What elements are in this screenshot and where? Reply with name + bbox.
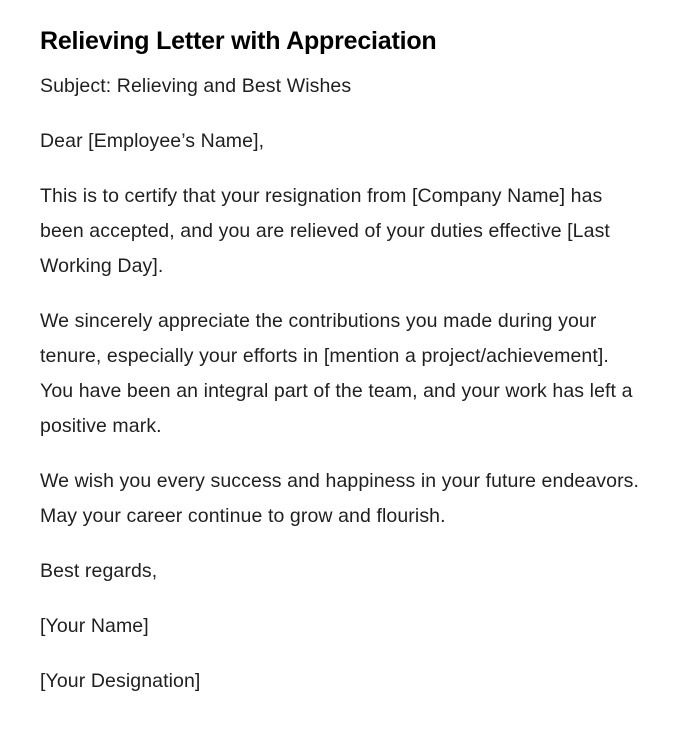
- body-paragraph-wishes: We wish you every success and happiness in your future endeavors. May your career continue to grow and flourish.: [40, 470, 640, 527]
- body-paragraph-certification: This is to certify that your resignation from [Company Name] has been accepted, and you are relieved of your duties effective [Last Working Day].: [40, 185, 610, 277]
- letter-salutation: Dear [Employee’s Name],: [40, 130, 265, 152]
- letter-title: Relieving Letter with Appreciation: [40, 27, 437, 55]
- letter-subject: Subject: Relieving and Best Wishes: [40, 75, 352, 97]
- letter-closing: Best regards,: [40, 560, 158, 582]
- signer-designation: [Your Designation]: [40, 670, 201, 692]
- letter-document: [40, 24, 640, 699]
- body-paragraph-appreciation: We sincerely appreciate the contributions you made during your tenure, especially your efforts in [mention a project/achievement]. You have been an integral part of the team, and your work has left a positive mark.: [40, 310, 633, 437]
- signer-name: [Your Name]: [40, 615, 149, 637]
